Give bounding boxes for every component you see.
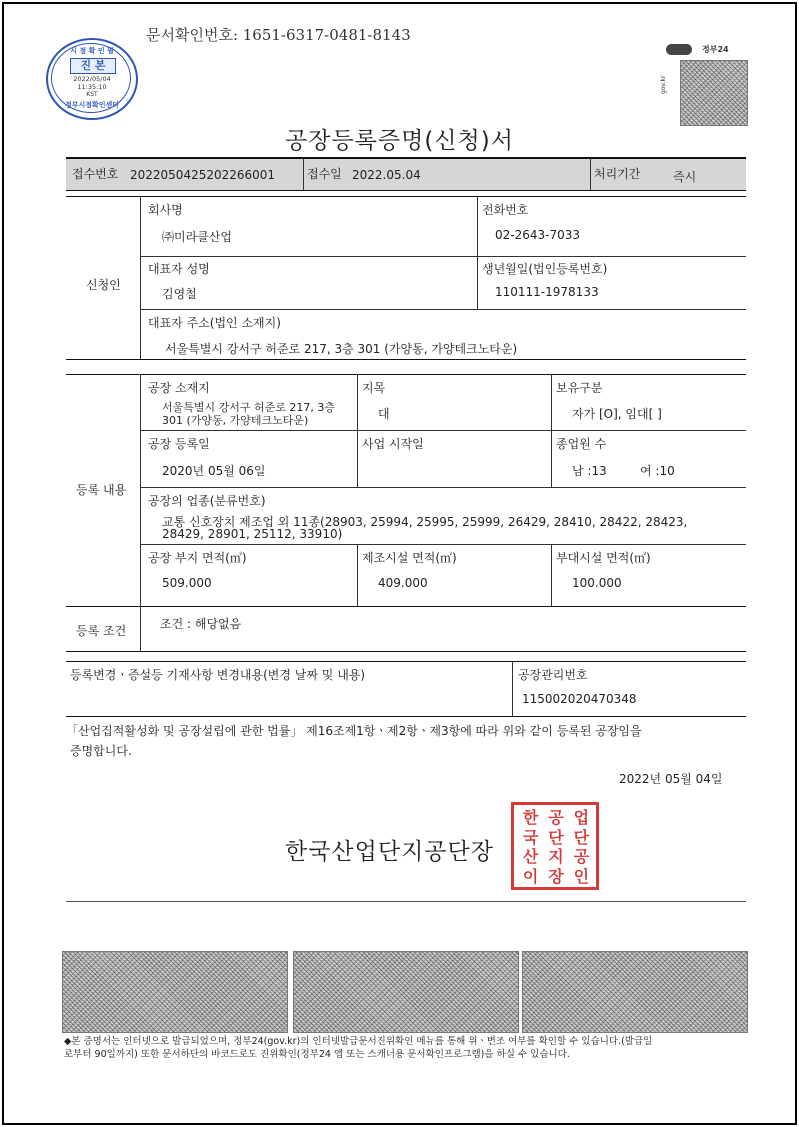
footer-notice-line1: ◆본 증명서는 인터넷으로 발급되었으며, 정부24(gov.kr)의 인터넷발급문서진위확인 메뉴를 통해 위ㆍ변조 여부를 확인할 수 있습니다.(발급일	[64, 1036, 653, 1047]
ownership-value: 자가 [O], 임대[ ]	[572, 407, 662, 421]
representative-name-value: 김영철	[162, 287, 197, 301]
issuer-name: 한국산업단지공단장	[285, 839, 494, 865]
processing-period-label: 처리기간	[594, 167, 641, 181]
birth-date-label: 생년월일(법인등록번호)	[482, 262, 608, 276]
site-area-label: 공장 부지 면적(㎡)	[148, 551, 247, 565]
receipt-date-label: 접수일	[307, 167, 342, 181]
representative-address-value: 서울특별시 강서구 허준로 217, 3층 301 (가양동, 가양테크노타운)	[165, 342, 518, 356]
manufacturing-area-value: 409.000	[378, 576, 428, 590]
company-name-label: 회사명	[148, 203, 183, 217]
representative-address-label: 대표자 주소(법인 소재지)	[148, 316, 281, 330]
seal-character: 지	[548, 847, 564, 866]
stamp-zone: KST	[86, 91, 98, 98]
gov-kr-text: gov.kr	[660, 75, 667, 94]
qr-code	[680, 60, 748, 126]
conditions-section-label: 등록 조건	[76, 624, 127, 638]
barcode-left	[62, 951, 288, 1033]
factory-location-line2: 301 (가양동, 가양테크노타운)	[162, 414, 309, 427]
employees-label: 종업원 수	[556, 437, 607, 451]
factory-location-label: 공장 소재지	[148, 381, 210, 395]
seal-character: 장	[548, 866, 564, 886]
auxiliary-area-label: 부대시설 면적(㎡)	[556, 551, 651, 565]
issue-date: 2022년 05월 04일	[619, 772, 723, 786]
registration-date-label: 공장 등록일	[148, 437, 210, 451]
industry-line1: 교통 신호장치 제조업 외 11종(28903, 25994, 25995, 25999, 26429, 28410, 28422, 28423,	[162, 515, 688, 529]
site-area-value: 509.000	[162, 576, 212, 590]
barcode-right	[522, 951, 748, 1033]
land-category-label: 지목	[362, 381, 386, 395]
receipt-no-value: 2022050425202266001	[130, 168, 276, 182]
seal-character: 인	[573, 866, 590, 886]
auxiliary-area-value: 100.000	[572, 576, 622, 590]
processing-period-value: 즉시	[673, 170, 697, 184]
certification-text-line2: 증명합니다.	[70, 744, 132, 758]
stamp-center-text: 진 본	[70, 58, 116, 74]
seal-character: 이	[522, 866, 539, 886]
seal-character: 한	[522, 808, 539, 827]
representative-name-label: 대표자 성명	[148, 262, 210, 276]
barcode-middle	[293, 951, 519, 1033]
seal-character: 업	[573, 808, 590, 827]
stamp-ring-top-text: 시 점 확 인 필	[70, 47, 114, 55]
industry-line2: 28429, 28901, 25112, 33910)	[162, 527, 343, 541]
stamp-date: 2022/05/04	[73, 75, 111, 83]
ownership-label: 보유구분	[556, 381, 603, 395]
seal-character: 단	[548, 827, 564, 847]
certification-text-line1: 「산업집적활성화 및 공장설립에 관한 법률」 제16조제1항ㆍ제2항ㆍ제3항에 따라 위와 같이 등록된 공장임을	[66, 724, 642, 738]
business-start-label: 사업 시작일	[362, 437, 424, 451]
stamp-ring-bottom-text: 정부시점확인센터	[64, 101, 120, 109]
authenticity-stamp	[46, 38, 138, 120]
phone-label: 전화번호	[482, 203, 529, 217]
land-category-value: 대	[378, 407, 390, 421]
management-number-label: 공장관리번호	[518, 668, 588, 682]
management-number-value: 115002020470348	[522, 692, 637, 706]
seal-character: 산	[522, 847, 539, 866]
document-confirm-number: 문서확인번호: 1651-6317-0481-8143	[146, 26, 411, 44]
applicant-section-label: 신청인	[86, 278, 121, 292]
gov24-logo	[666, 42, 730, 58]
seal-character: 국	[522, 827, 539, 847]
receipt-no-label: 접수번호	[72, 167, 119, 181]
manufacturing-area-label: 제조시설 면적(㎡)	[362, 551, 457, 565]
seal-character: 공	[548, 808, 564, 827]
birth-date-value: 110111-1978133	[495, 285, 599, 299]
industry-label: 공장의 업종(분류번호)	[148, 494, 266, 508]
registration-date-value: 2020년 05월 06일	[162, 464, 266, 478]
document-title: 공장등록증명(신청)서	[285, 128, 514, 154]
phone-value: 02-2643-7033	[495, 228, 581, 242]
seal-character: 공	[573, 847, 590, 866]
conditions-value: 조건 : 해당없음	[160, 617, 242, 631]
factory-location-line1: 서울특별시 강서구 허준로 217, 3층	[162, 401, 335, 414]
employees-male: 남 :13	[572, 464, 607, 478]
receipt-date-value: 2022.05.04	[352, 168, 421, 182]
employees-female: 여 :10	[640, 464, 675, 478]
footer-notice-line2: 로부터 90일까지) 또한 문서하단의 바코드로도 진위확인(정부24 앱 또는 스캐너용 문서확인프로그램)을 하실 수 있습니다.	[64, 1049, 570, 1060]
stamp-time: 11:35:10	[77, 83, 107, 91]
official-seal	[511, 802, 599, 890]
gov24-label: 정부24	[702, 45, 729, 54]
registration-section-label: 등록 내용	[76, 483, 127, 497]
seal-character: 단	[573, 827, 590, 847]
company-name-value: ㈜미라클산업	[162, 230, 232, 244]
changes-label: 등록변경ㆍ증설등 기재사항 변경내용(변경 날짜 및 내용)	[70, 668, 366, 682]
